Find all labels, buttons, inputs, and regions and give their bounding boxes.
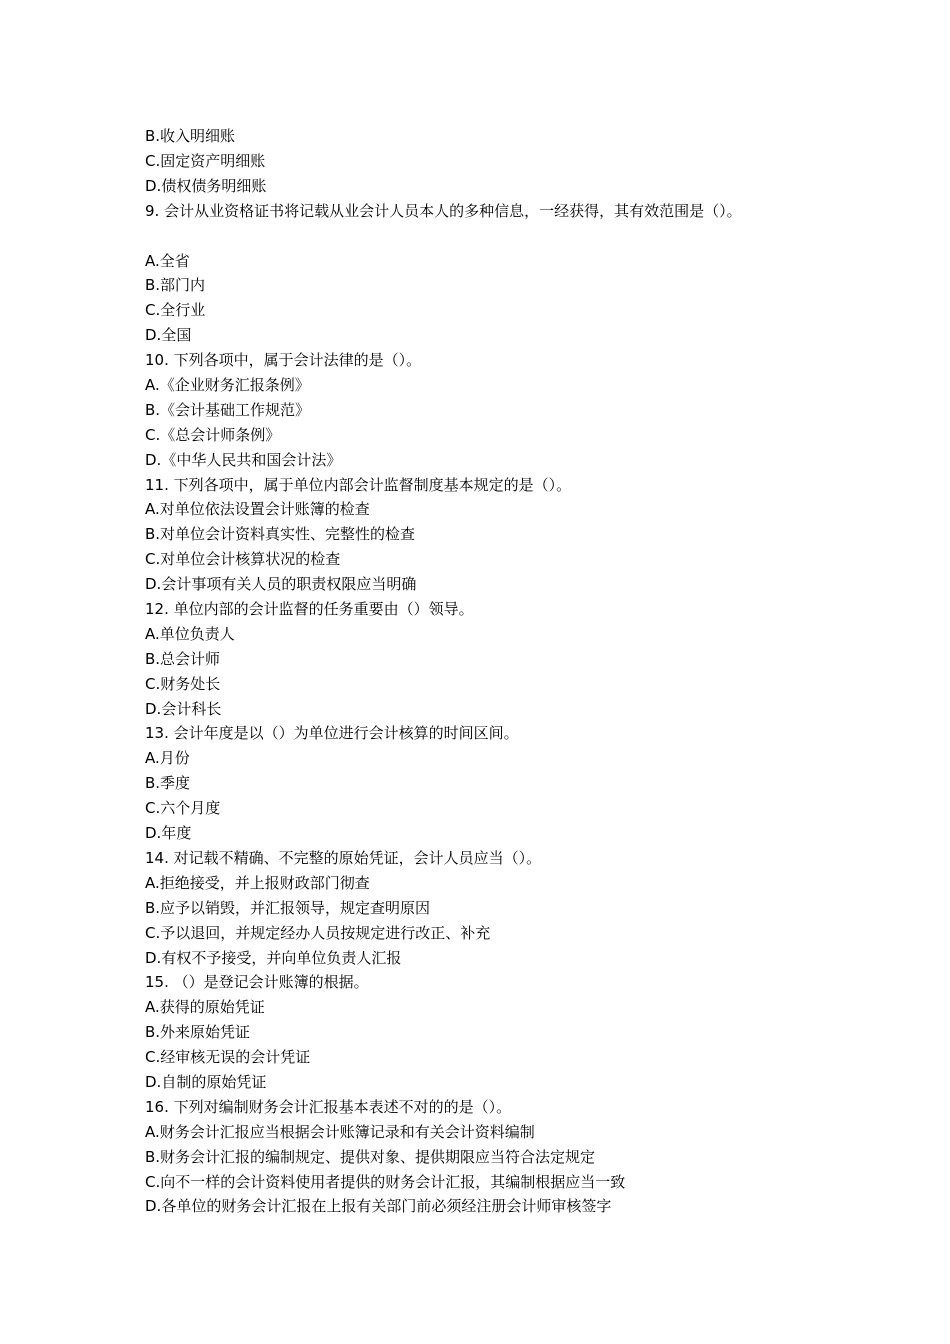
- option-line: C.财务处长: [145, 674, 221, 693]
- option-line: A.对单位依法设置会计账簿的检查: [145, 500, 370, 519]
- option-line: A.拒绝接受，并上报财政部门彻查: [145, 873, 370, 892]
- option-line: D.全国: [145, 326, 192, 345]
- option-line: A.单位负责人: [145, 624, 235, 643]
- question-line: 15. （）是登记会计账簿的根据。: [145, 973, 369, 992]
- option-line: A.获得的原始凭证: [145, 998, 265, 1017]
- question-line: 11. 下列各项中，属于单位内部会计监督制度基本规定的是（）。: [145, 475, 572, 494]
- option-line: B.部门内: [145, 276, 206, 295]
- option-line: A.《企业财务汇报条例》: [145, 376, 310, 395]
- option-line: D.有权不予接受，并向单位负责人汇报: [145, 948, 402, 967]
- question-line: 12. 单位内部的会计监督的任务重要由（）领导。: [145, 600, 474, 619]
- option-line: B.外来原始凭证: [145, 1023, 251, 1042]
- option-line: B.收入明细账: [145, 127, 236, 145]
- question-line: 13. 会计年度是以（）为单位进行会计核算的时间区间。: [145, 724, 519, 743]
- option-line: A.月份: [145, 749, 190, 768]
- option-line: D.年度: [145, 824, 192, 843]
- option-line: C.固定资产明细账: [145, 151, 266, 170]
- question-list: [145, 124, 905, 1219]
- option-line: C.经审核无误的会计凭证: [145, 1048, 311, 1067]
- option-line: C.《总会计师条例》: [145, 425, 281, 444]
- option-line: B.应予以销毁，并汇报领导，规定查明原因: [145, 898, 431, 917]
- option-line: B.对单位会计资料真实性、完整性的检查: [145, 525, 416, 544]
- option-line: B.总会计师: [145, 649, 221, 668]
- option-line: A.全省: [145, 251, 190, 270]
- option-line: B.《会计基础工作规范》: [145, 400, 311, 419]
- question-line: 10. 下列各项中，属于会计法律的是（）。: [145, 351, 422, 370]
- option-line: D.会计科长: [145, 699, 222, 718]
- option-line: C.对单位会计核算状况的检查: [145, 550, 341, 569]
- option-line: D.《中华人民共和国会计法》: [145, 450, 342, 469]
- option-line: D.债权债务明细账: [145, 176, 267, 195]
- question-line: 14. 对记载不精确、不完整的原始凭证，会计人员应当（）。: [145, 848, 542, 867]
- option-line: C.向不一样的会计资料使用者提供的财务会计汇报，其编制根据应当一致: [145, 1172, 626, 1191]
- question-line: 16. 下列对编制财务会计汇报基本表述不对的的是（）。: [145, 1097, 512, 1116]
- option-line: D.各单位的财务会计汇报在上报有关部门前必须经注册会计师审核签字: [145, 1197, 612, 1216]
- blank-line: [145, 224, 905, 249]
- option-line: D.自制的原始凭证: [145, 1072, 267, 1091]
- option-line: D.会计事项有关人员的职责权限应当明确: [145, 575, 417, 594]
- option-line: B.财务会计汇报的编制规定、提供对象、提供期限应当符合法定规定: [145, 1147, 596, 1166]
- option-line: B.季度: [145, 774, 191, 793]
- option-line: A.财务会计汇报应当根据会计账簿记录和有关会计资料编制: [145, 1122, 535, 1141]
- option-line: C.全行业: [145, 301, 206, 320]
- question-line: 9. 会计从业资格证书将记载从业会计人员本人的多种信息，一经获得，其有效范围是（）。: [145, 201, 742, 220]
- option-line: C.予以退回，并规定经办人员按规定进行改正、补充: [145, 923, 491, 942]
- option-line: C.六个月度: [145, 799, 221, 818]
